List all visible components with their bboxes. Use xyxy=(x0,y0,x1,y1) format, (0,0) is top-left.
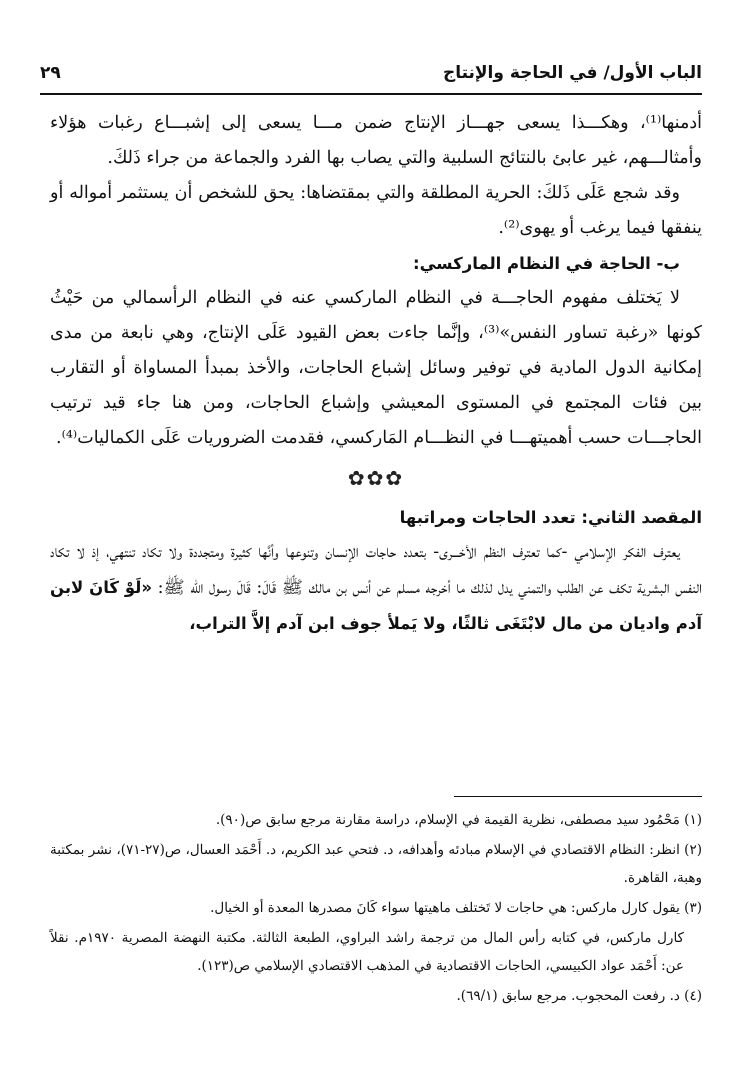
section-heading-marxist: ب- الحاجة في النظام الماركسي: xyxy=(413,254,680,273)
section-heading-second-aim: المقصد الثاني: تعدد الحاجات ومراتبها xyxy=(399,508,702,527)
hadith-quote: «لَوْ كَانَ لابن آدم واديان من مال لابْتَغَى ثالثًا، ولا يَملأ جوف ابن آدم إلاَّ التراب، xyxy=(50,578,702,633)
footnote-3: (٣) يقول كارل ماركس: هي حاجات لا تَختلف ماهيتها سواء كَانَ مصدرها المعدة أو الخيال. xyxy=(210,900,702,916)
main-text xyxy=(50,106,702,642)
paragraph-1: أدمنها⁽¹⁾، وهكـــذا يسعى جهـــاز الإنتاج ضمن مـــا يسعى إلى إشبـــاع رغبات هؤلاء وأمثالـــهم، غير عابئ بالنتائج السلبية والتي يصاب بها الفرد والجماعة من جراء ذَلكَ. xyxy=(50,113,702,168)
paragraph-3: لا يَختلف مفهوم الحاجـــة في النظام الماركسي عنه في النظام الرأسمالي من حَيْثُ كونها «رغبة تساور النفس»⁽³⁾، وإنَّما جاءت بعض القيود عَلَى الإنتاج، وهي نابعة من مدى إمكانية الدول المادية في توفير وسائل إشباع الحاجات، والأخذ بمبدأ المساواة أو التقارب بين فئات المجتمع في المستوى المعيشي وإشباع الحاجات، ومن هنا جاء قيد ترتيب الحاجـــات حسب أهميتهـــا في النظـــام المَاركسي، فقدمت الضروريات عَلَى الكماليات⁽⁴⁾. xyxy=(50,288,702,448)
page-number: ٢٩ xyxy=(40,63,61,83)
paragraph-4 xyxy=(50,535,702,642)
paragraph-4-text: يعترف الفكر الإسلامي -كما تعترف النظم الأخـــرى- بتعدد حاجات الإنسان وتنوعها وأنَّها كثيرة ومتجددة ولا تكاد تنتهي، إذ لا تكاد النفس البشرية تكف عن الطلب والتمني يدل لذلك ما أخرجه مسلم عن أنس بن مالك ﷺ قَالَ: قَالَ رسول الله ﷺ: xyxy=(50,542,702,598)
footnote-3-continuation: كارل ماركس، في كتابه رأس المال من ترجمة راشد البراوي، الطبعة الثالثة. مكتبة النهضة المصرية ١٩٧٠م. نقلاً عن: أَحْمَد عواد الكبيسي، الحاجات الاقتصادية في المذهب الاقتصادي الإسلامي ص(١٢٣). xyxy=(50,930,684,974)
footnotes xyxy=(50,806,702,1012)
paragraph-2: وقد شجع عَلَى ذَلكَ: الحرية المطلقة والتي بمقتضاها: يحق للشخص أن يستثمر أمواله أو ينفقها فيما يرغب أو يهوى⁽²⁾. xyxy=(50,183,702,238)
footnote-divider xyxy=(454,796,702,797)
header-divider xyxy=(40,93,702,95)
ornament-divider: ✿✿✿ xyxy=(347,466,405,490)
running-header xyxy=(40,58,702,88)
footnote-4: (٤) د. رفعت المحجوب. مرجع سابق (٦٩/١). xyxy=(456,988,702,1004)
footnote-1: (١) مَحْمُود سيد مصطفى، نظرية القيمة في الإسلام، دراسة مقارنة مرجع سابق ص(٩٠). xyxy=(215,812,702,828)
footnote-2: (٢) انظر: النظام الاقتصادي في الإسلام مبادئه وأهدافه، د. فتحي عبد الكريم، د. أَحْمَد العسال، ص(٢٧-٧١)، نشر بمكتبة وهبة، القاهرة. xyxy=(50,842,702,886)
chapter-title: الباب الأول/ في الحاجة والإنتاج xyxy=(442,63,702,83)
